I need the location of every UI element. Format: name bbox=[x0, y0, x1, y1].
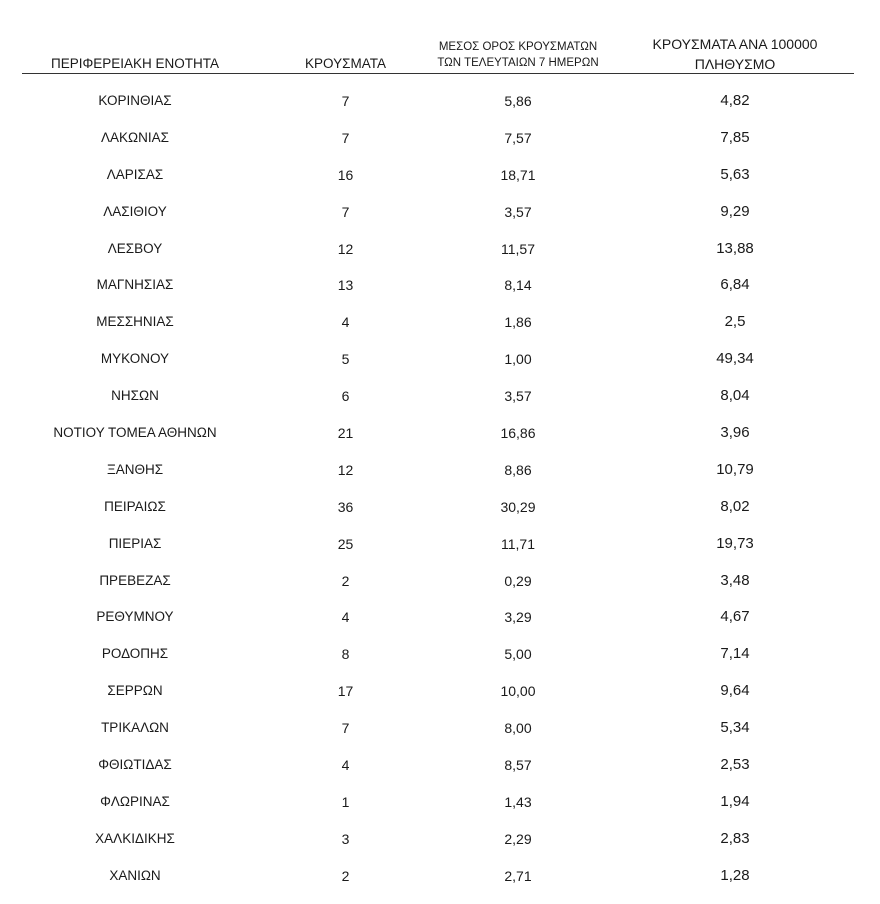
cell-region: ΦΘΙΩΤΙΔΑΣ bbox=[98, 757, 172, 773]
cell-per100k: 2,83 bbox=[720, 829, 750, 847]
cell-cases: 36 bbox=[337, 498, 354, 515]
cell-region: ΤΡΙΚΑΛΩΝ bbox=[101, 720, 169, 736]
cell-per100k: 19,73 bbox=[716, 534, 754, 552]
table-row bbox=[0, 377, 880, 414]
cell-avg: 2,29 bbox=[504, 830, 532, 847]
cell-avg: 2,71 bbox=[504, 867, 532, 884]
cell-region: ΝΗΣΩΝ bbox=[111, 388, 159, 404]
header-cases-per-100k bbox=[620, 34, 850, 74]
cell-avg: 8,14 bbox=[504, 277, 532, 294]
cell-per100k: 9,64 bbox=[720, 682, 750, 700]
cell-avg: 1,86 bbox=[504, 314, 532, 331]
cell-avg: 8,57 bbox=[504, 757, 532, 774]
cell-per100k: 1,28 bbox=[720, 866, 750, 884]
cell-region: ΡΕΘΥΜΝΟΥ bbox=[96, 609, 174, 625]
table-row bbox=[0, 562, 880, 599]
cell-cases: 7 bbox=[341, 93, 350, 109]
cell-region: ΜΥΚΟΝΟΥ bbox=[100, 351, 170, 367]
cell-avg: 7,57 bbox=[504, 129, 532, 146]
cell-per100k: 3,96 bbox=[720, 424, 750, 442]
cell-per100k: 2,5 bbox=[724, 313, 746, 331]
cell-region: ΛΕΣΒΟΥ bbox=[107, 240, 163, 256]
cell-cases: 25 bbox=[337, 535, 354, 552]
cell-per100k: 9,29 bbox=[720, 202, 750, 220]
cell-avg: 18,71 bbox=[500, 166, 536, 183]
table-row bbox=[0, 266, 880, 303]
table-row bbox=[0, 156, 880, 193]
cell-cases: 7 bbox=[341, 129, 350, 146]
table-row bbox=[0, 783, 880, 820]
cell-avg: 0,29 bbox=[504, 572, 532, 589]
cell-region: ΦΛΩΡΙΝΑΣ bbox=[100, 793, 170, 809]
cell-region: ΡΟΔΟΠΗΣ bbox=[101, 646, 169, 662]
table-row bbox=[0, 709, 880, 746]
cell-avg: 16,86 bbox=[500, 425, 536, 442]
cell-avg: 1,43 bbox=[504, 793, 532, 810]
header-region: ΠΕΡΙΦΕΡΕΙΑΚΗ ΕΝΟΤΗΤΑ bbox=[50, 56, 220, 71]
cell-region: ΛΑΡΙΣΑΣ bbox=[106, 166, 164, 182]
cell-cases: 2 bbox=[341, 572, 350, 589]
table-row bbox=[0, 635, 880, 672]
cell-avg: 5,86 bbox=[504, 93, 532, 109]
cell-region: ΛΑΣΙΘΙΟΥ bbox=[103, 203, 167, 219]
cell-cases: 2 bbox=[341, 867, 350, 884]
table-body bbox=[0, 82, 880, 894]
table-row bbox=[0, 672, 880, 709]
table-row bbox=[0, 525, 880, 562]
cell-cases: 17 bbox=[337, 683, 354, 700]
cell-region: ΜΕΣΣΗΝΙΑΣ bbox=[96, 314, 174, 330]
table-row bbox=[0, 82, 880, 119]
cell-per100k: 3,48 bbox=[720, 571, 750, 589]
cell-cases: 5 bbox=[341, 351, 350, 368]
cell-cases: 12 bbox=[337, 461, 354, 478]
header-divider bbox=[22, 73, 854, 74]
cell-region: ΠΕΙΡΑΙΩΣ bbox=[104, 498, 166, 514]
cell-region: ΧΑΛΚΙΔΙΚΗΣ bbox=[95, 830, 175, 846]
table-row bbox=[0, 488, 880, 525]
cell-avg: 8,86 bbox=[504, 461, 532, 478]
cell-region: ΚΟΡΙΝΘΙΑΣ bbox=[98, 93, 172, 108]
header-avg-line2: ΤΩΝ ΤΕΛΕΥΤΑΙΩΝ 7 ΗΜΕΡΩΝ bbox=[437, 57, 599, 69]
cell-cases: 4 bbox=[341, 314, 350, 331]
cell-avg: 3,29 bbox=[504, 609, 532, 626]
cell-per100k: 4,67 bbox=[720, 608, 750, 626]
header-per100k-line2: ΠΛΗΘΥΣΜΟ bbox=[694, 56, 776, 72]
cell-region: ΜΑΓΝΗΣΙΑΣ bbox=[96, 277, 174, 293]
cell-per100k: 5,63 bbox=[720, 165, 750, 183]
cell-region: ΧΑΝΙΩΝ bbox=[109, 867, 161, 883]
cell-cases: 13 bbox=[337, 277, 354, 294]
cell-region: ΝΟΤΙΟΥ ΤΟΜΕΑ ΑΘΗΝΩΝ bbox=[53, 425, 217, 441]
header-cases: ΚΡΟΥΣΜΑΤΑ bbox=[305, 56, 386, 71]
table-row bbox=[0, 119, 880, 156]
cell-cases: 8 bbox=[341, 646, 350, 663]
cell-per100k: 13,88 bbox=[716, 239, 754, 257]
table-row bbox=[0, 414, 880, 451]
header-avg-7-days bbox=[413, 39, 623, 71]
cell-cases: 21 bbox=[337, 425, 354, 442]
cell-avg: 10,00 bbox=[500, 683, 536, 700]
cell-avg: 3,57 bbox=[504, 203, 532, 220]
cell-cases: 6 bbox=[341, 388, 350, 405]
cell-cases: 4 bbox=[341, 609, 350, 626]
cell-avg: 11,57 bbox=[501, 240, 535, 257]
header-avg-line1: ΜΕΣΟΣ ΟΡΟΣ ΚΡΟΥΣΜΑΤΩΝ bbox=[438, 41, 598, 53]
cell-per100k: 10,79 bbox=[716, 460, 754, 478]
table-row bbox=[0, 451, 880, 488]
cell-avg: 3,57 bbox=[504, 388, 532, 405]
table-row bbox=[0, 598, 880, 635]
cell-region: ΠΡΕΒΕΖΑΣ bbox=[99, 572, 171, 588]
cell-region: ΛΑΚΩΝΙΑΣ bbox=[101, 129, 169, 145]
cell-region: ΠΙΕΡΙΑΣ bbox=[108, 535, 162, 551]
cell-per100k: 5,34 bbox=[720, 719, 750, 737]
cell-avg: 8,00 bbox=[504, 720, 532, 737]
table-row bbox=[0, 857, 880, 894]
cell-avg: 1,00 bbox=[504, 351, 532, 368]
cell-cases: 4 bbox=[341, 757, 350, 774]
header-per100k-line1: ΚΡΟΥΣΜΑΤΑ ΑΝΑ 100000 bbox=[652, 36, 818, 52]
cell-cases: 1 bbox=[341, 793, 350, 810]
cell-per100k: 1,94 bbox=[720, 792, 750, 810]
cell-per100k: 8,04 bbox=[720, 387, 750, 405]
cell-cases: 12 bbox=[337, 240, 354, 257]
cell-region: ΞΑΝΘΗΣ bbox=[106, 461, 164, 477]
table-header bbox=[0, 0, 880, 74]
cell-avg: 11,71 bbox=[501, 535, 535, 552]
table-row bbox=[0, 820, 880, 857]
cell-per100k: 4,82 bbox=[720, 92, 750, 109]
cell-per100k: 49,34 bbox=[716, 350, 754, 368]
table-row bbox=[0, 193, 880, 230]
cell-cases: 7 bbox=[341, 720, 350, 737]
cell-avg: 5,00 bbox=[504, 646, 532, 663]
table-row bbox=[0, 746, 880, 783]
table-row bbox=[0, 303, 880, 340]
table-row bbox=[0, 340, 880, 377]
cell-region: ΣΕΡΡΩΝ bbox=[107, 683, 163, 699]
cell-cases: 3 bbox=[341, 830, 350, 847]
cell-per100k: 8,02 bbox=[720, 497, 750, 515]
table-row bbox=[0, 230, 880, 267]
cell-per100k: 7,85 bbox=[720, 128, 750, 146]
cell-per100k: 7,14 bbox=[720, 645, 750, 663]
cell-cases: 7 bbox=[341, 203, 350, 220]
cell-per100k: 6,84 bbox=[720, 276, 750, 294]
cell-cases: 16 bbox=[337, 166, 354, 183]
cell-per100k: 2,53 bbox=[720, 756, 750, 774]
cell-avg: 30,29 bbox=[500, 498, 536, 515]
